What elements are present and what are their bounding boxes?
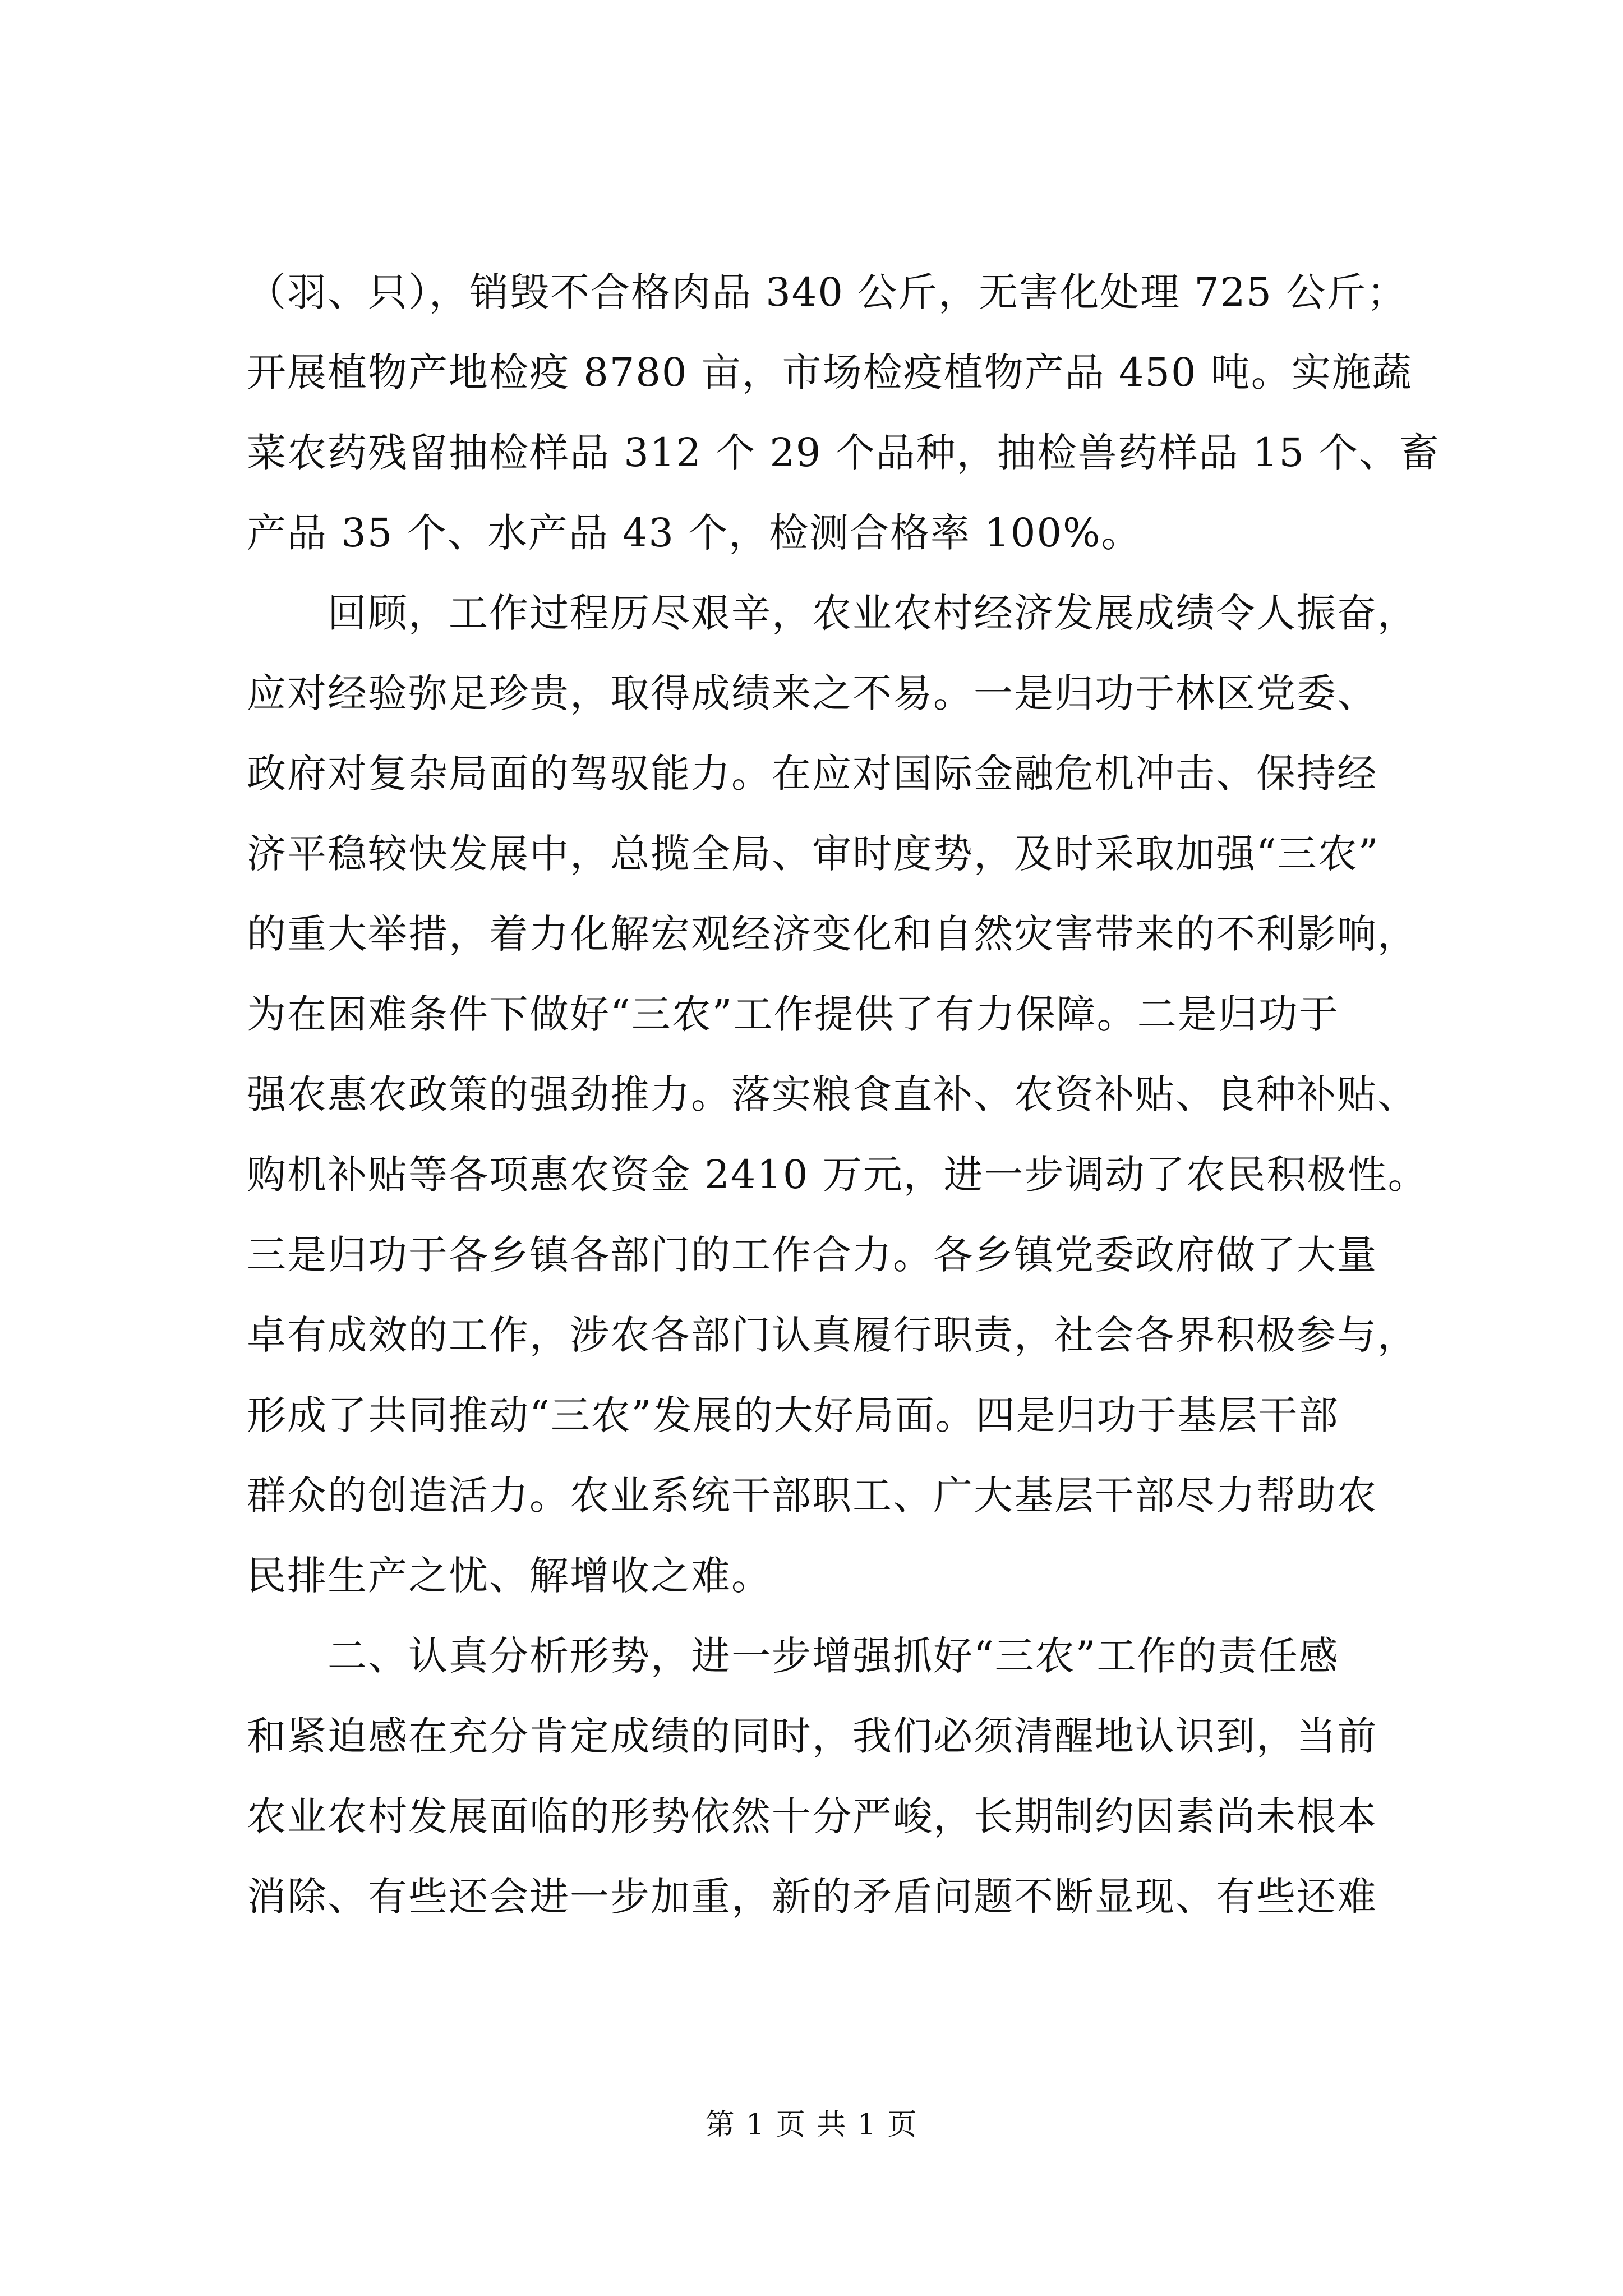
- text-line: 为在困难条件下做好“三农”工作提供了有力保障。二是归功于: [247, 991, 1339, 1037]
- text-line: 回顾，工作过程历尽艰辛，农业农村经济发展成绩令人振奋，: [247, 590, 1418, 636]
- body-text: [247, 252, 1447, 1937]
- text-line: 开展植物产地检疫 8780 亩，市场检疫植物产品 450 吨。实施蔬: [247, 349, 1413, 395]
- text-line: 群众的创造活力。农业系统干部职工、广大基层干部尽力帮助农: [247, 1473, 1377, 1519]
- text-line: 二、认真分析形势，进一步增强抓好“三农”工作的责任感: [247, 1633, 1339, 1679]
- text-line: 济平稳较快发展中，总揽全局、审时度势，及时采取加强“三农”: [247, 831, 1380, 877]
- text-line: 卓有成效的工作，涉农各部门认真履行职责，社会各界积极参与，: [247, 1312, 1418, 1358]
- text-line: 民排生产之忧、解增收之难。: [247, 1553, 772, 1599]
- text-line: 政府对复杂局面的驾驭能力。在应对国际金融危机冲击、保持经: [247, 751, 1377, 797]
- text-line: 形成了共同推动“三农”发展的大好局面。四是归功于基层干部: [247, 1392, 1339, 1438]
- text-line: 强农惠农政策的强劲推力。落实粮食直补、农资补贴、良种补贴、: [247, 1071, 1418, 1117]
- text-line: 的重大举措，着力化解宏观经济变化和自然灾害带来的不利影响，: [247, 911, 1418, 957]
- page-footer: 第 1 页 共 1 页: [705, 2108, 918, 2142]
- text-line: 产品 35 个、水产品 43 个，检测合格率 100%。: [247, 510, 1142, 556]
- text-line: 菜农药残留抽检样品 312 个 29 个品种，抽检兽药样品 15 个、畜: [247, 430, 1440, 476]
- text-line: 购机补贴等各项惠农资金 2410 万元，进一步调动了农民积极性。: [247, 1152, 1428, 1198]
- text-line: 消除、有些还会进一步加重，新的矛盾问题不断显现、有些还难: [247, 1874, 1377, 1920]
- text-line: 三是归功于各乡镇各部门的工作合力。各乡镇党委政府做了大量: [247, 1232, 1377, 1278]
- text-line: 农业农村发展面临的形势依然十分严峻，长期制约因素尚未根本: [247, 1793, 1377, 1839]
- text-line: 和紧迫感在充分肯定成绩的同时，我们必须清醒地认识到，当前: [247, 1713, 1377, 1759]
- text-line: （羽、只），销毁不合格肉品 340 公斤，无害化处理 725 公斤；: [247, 269, 1408, 315]
- text-line: 应对经验弥足珍贵，取得成绩来之不易。一是归功于林区党委、: [247, 670, 1377, 716]
